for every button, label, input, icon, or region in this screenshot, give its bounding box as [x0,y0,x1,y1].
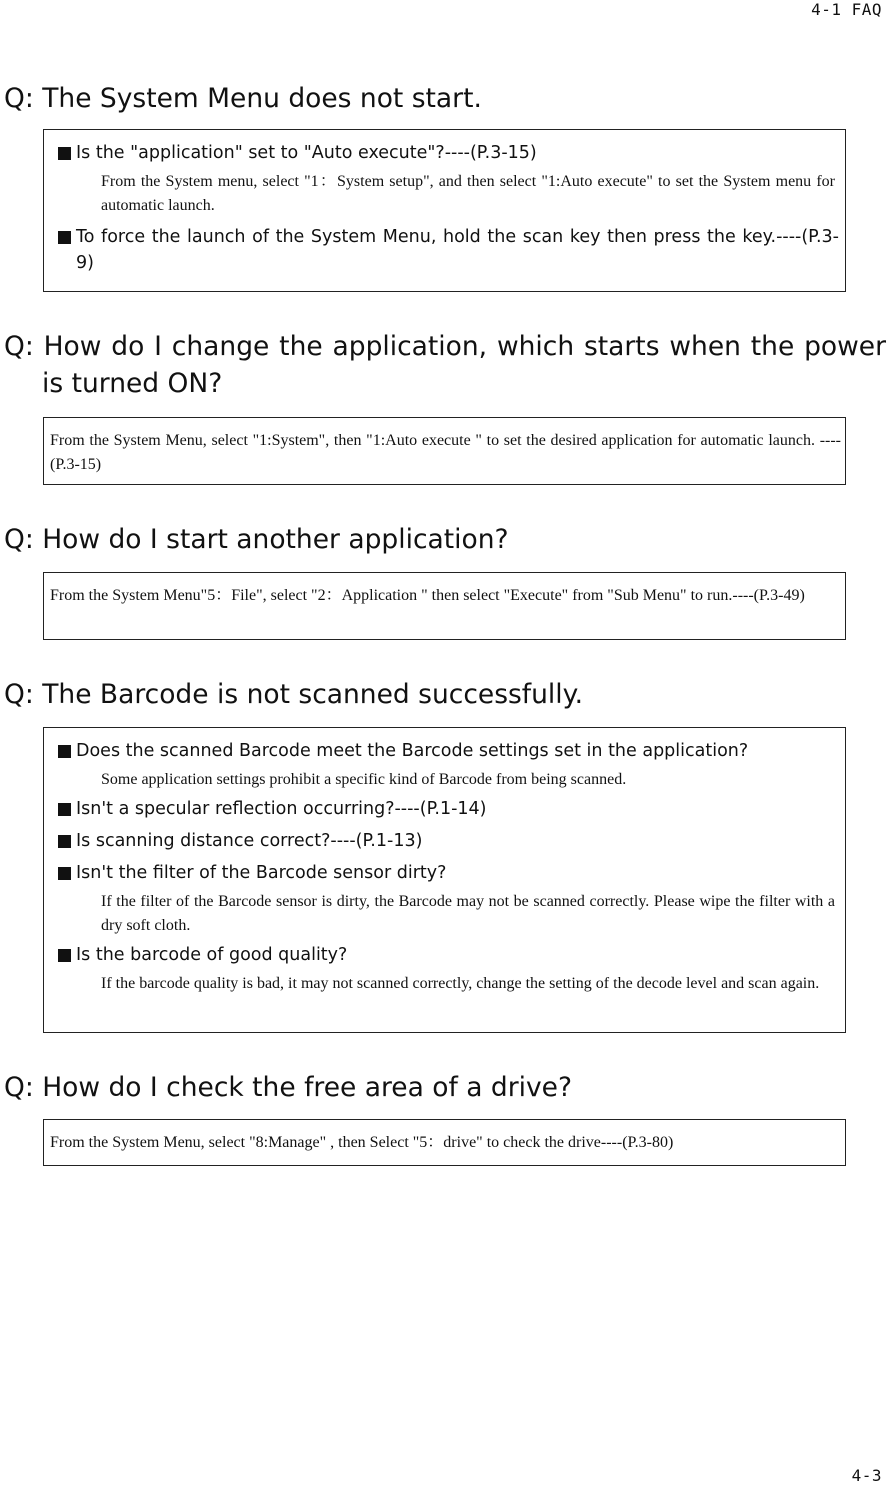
faq-question-system-menu: Q: The System Menu does not start. [4,83,482,114]
faq-bullet-force-launch [50,224,839,276]
faq-answer-text: From the System Menu"5：File", select "2：Application " then select "Execute" from "Sub Menu" to run.----(P.3-49) [50,587,805,604]
faq-bullet-filter-dirty [50,860,839,886]
faq-question-start-another-app: Q: How do I start another application? [4,524,509,555]
faq-question-change-startup-app: Q: How do I change the application, which starts when the power is turned ON? [4,331,886,399]
faq-answer-box-system-menu [43,129,846,292]
faq-answer-box-change-startup-app [43,417,846,485]
bullet-text: Is the barcode of good quality? [76,945,348,965]
faq-bullet-scanning-distance [50,828,839,854]
square-bullet-icon [58,147,71,160]
faq-answer-text: From the System Menu, select "1:System", then "1:Auto execute " to set the desired application for automatic launch. ----(P.3-15) [50,432,841,473]
bullet-text: To force the launch of the System Menu, hold the scan key then press the key.----(P.3-9) [76,227,839,273]
bullet-text: Is the "application" set to "Auto execute"?----(P.3-15) [76,143,537,163]
faq-detail-barcode-settings: Some application settings prohibit a specific kind of Barcode from being scanned. [101,771,627,788]
faq-question-free-area-drive: Q: How do I check the free area of a drive? [4,1072,573,1103]
bullet-text: Does the scanned Barcode meet the Barcode settings set in the application? [76,741,749,761]
faq-bullet-barcode-settings [50,738,839,764]
faq-bullet-auto-execute [50,140,839,166]
faq-bullet-barcode-quality [50,942,839,968]
faq-bullet-specular-reflection [50,796,839,822]
faq-question-barcode-scan: Q: The Barcode is not scanned successfully. [4,679,583,710]
page-number: 4-3 [851,1466,882,1485]
square-bullet-icon [58,835,71,848]
square-bullet-icon [58,867,71,880]
square-bullet-icon [58,803,71,816]
bullet-text: Isn't the filter of the Barcode sensor dirty? [76,863,447,883]
section-header: 4-1 FAQ [811,0,882,19]
faq-answer-box-free-area-drive [43,1119,846,1166]
faq-detail-barcode-quality: If the barcode quality is bad, it may not scanned correctly, change the setting of the decode level and scan again. [101,975,820,992]
bullet-text: Isn't a specular reflection occurring?----(P.1-14) [76,799,487,819]
faq-detail-filter-dirty: If the filter of the Barcode sensor is dirty, the Barcode may not be scanned correctly. Please wipe the filter with a dry soft cloth. [101,893,835,934]
square-bullet-icon [58,949,71,962]
faq-answer-text: From the System Menu, select "8:Manage" , then Select "5：drive" to check the drive----(P.3-80) [50,1134,674,1151]
faq-answer-box-barcode-scan [43,727,846,1033]
faq-detail-auto-execute: From the System menu, select "1：System setup", and then select "1:Auto execute" to set the System menu for automatic launch. [101,173,835,214]
square-bullet-icon [58,745,71,758]
faq-answer-box-start-another-app [43,572,846,640]
square-bullet-icon [58,231,71,244]
bullet-text: Is scanning distance correct?----(P.1-13) [76,831,423,851]
